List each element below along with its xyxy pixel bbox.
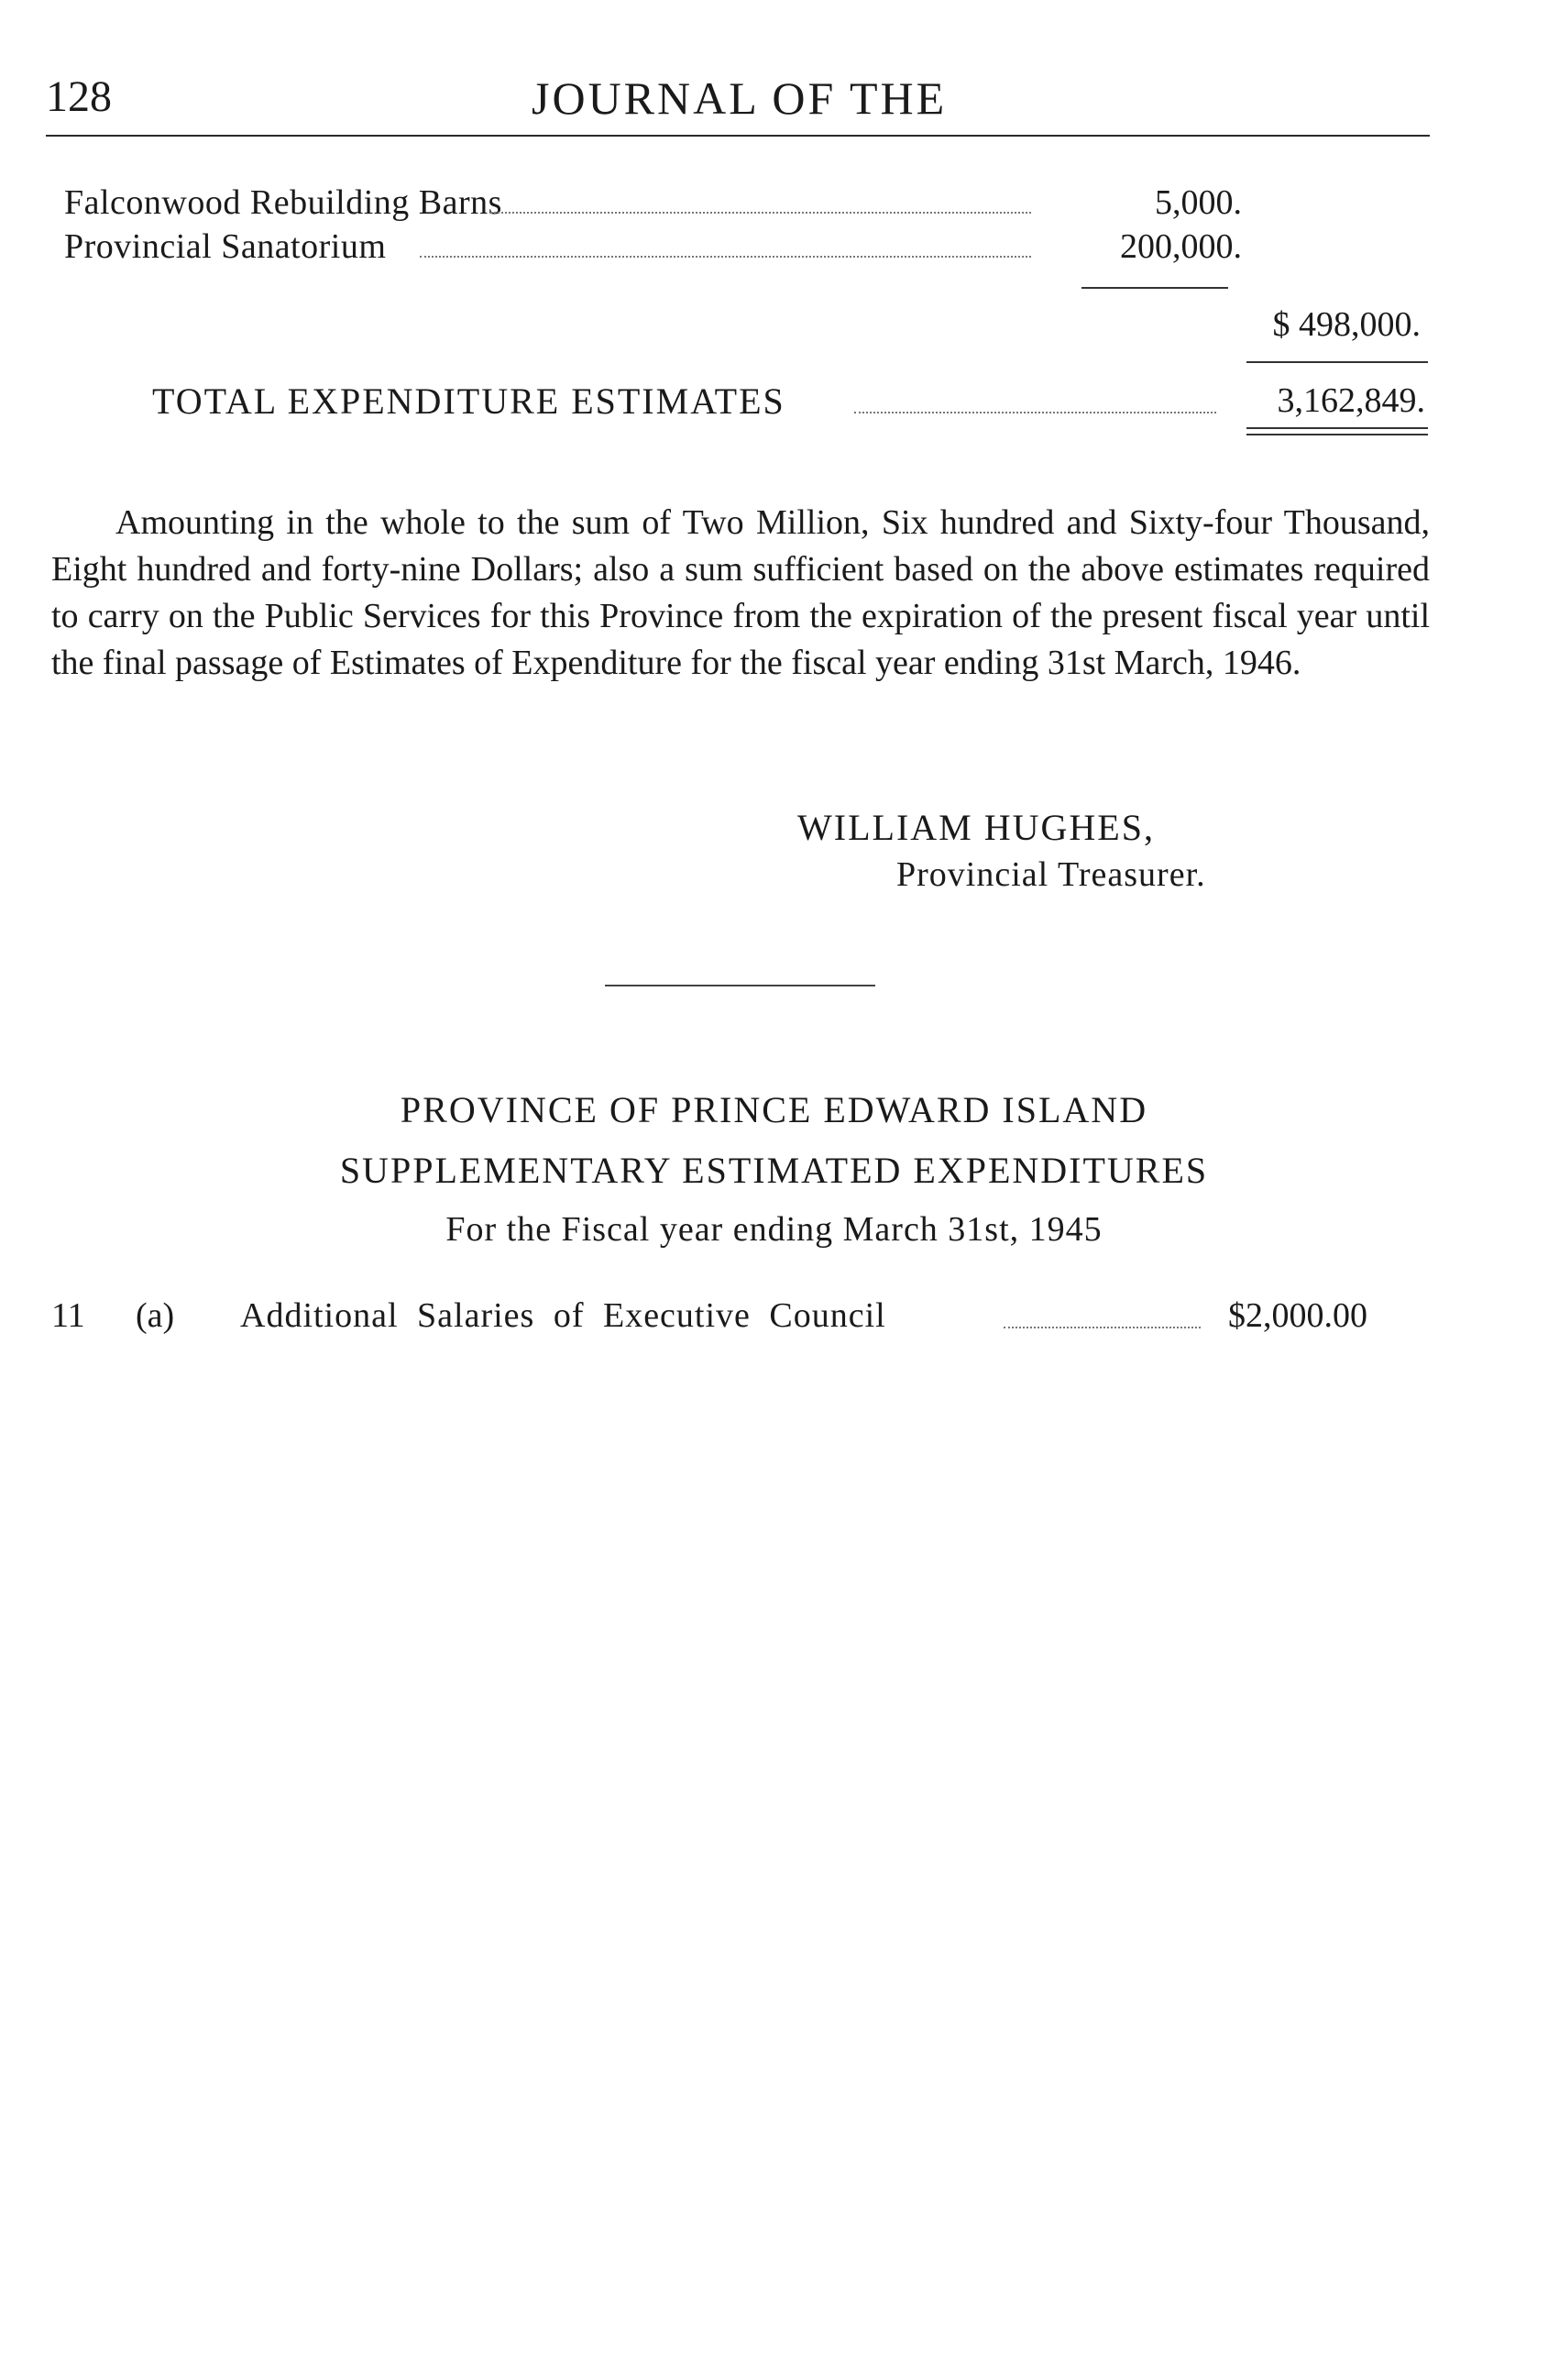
total-amount: 3,162,849. (1277, 381, 1425, 420)
resolution-paragraph: Amounting in the whole to the sum of Two Million, Six hundred and Sixty-four Thousand, Eight hundred and forty-nine Dollars; also a sum sufficient based on the above estimates required to carry on the Public Services for this Province from the expiration of the present fiscal year until the final passage of Estimates of Expenditure for the fiscal year ending 31st March, 1946. (51, 503, 1430, 682)
total-double-rule-2 (1246, 434, 1428, 435)
item-label-sanatorium: Provincial Sanatorium (64, 227, 387, 266)
section-divider (605, 985, 875, 986)
line-item-description: Additional Salaries of Executive Council (240, 1296, 886, 1335)
signatory-name: WILLIAM HUGHES, (797, 807, 1155, 848)
line-item-amount: $2,000.00 (1228, 1296, 1367, 1335)
item-label-falconwood: Falconwood Rebuilding Barns (64, 183, 502, 222)
dot-leader (854, 412, 1216, 413)
supplementary-heading-province: PROVINCE OF PRINCE EDWARD ISLAND (400, 1089, 1148, 1130)
page-number: 128 (46, 72, 112, 121)
item-amount-falconwood: 5,000. (1155, 183, 1242, 222)
total-top-rule (1246, 361, 1428, 363)
subtotal-rule (1081, 287, 1228, 289)
signatory-title: Provincial Treasurer. (896, 855, 1206, 894)
line-item-number: 11 (51, 1296, 85, 1335)
dot-leader (490, 212, 1031, 214)
header-rule (46, 135, 1430, 137)
journal-title: JOURNAL OF THE (532, 72, 948, 124)
subtotal-amount: $ 498,000. (1272, 305, 1421, 344)
dot-leader (420, 256, 1031, 258)
dot-leader (1004, 1327, 1201, 1328)
item-amount-sanatorium: 200,000. (1120, 227, 1242, 266)
line-item-subsection: (a) (136, 1296, 175, 1335)
supplementary-heading-title: SUPPLEMENTARY ESTIMATED EXPENDITURES (339, 1150, 1209, 1191)
total-label: TOTAL EXPENDITURE ESTIMATES (152, 380, 785, 422)
total-double-rule-1 (1246, 427, 1428, 429)
supplementary-heading-fiscal-year: For the Fiscal year ending March 31st, 1945 (445, 1210, 1103, 1249)
